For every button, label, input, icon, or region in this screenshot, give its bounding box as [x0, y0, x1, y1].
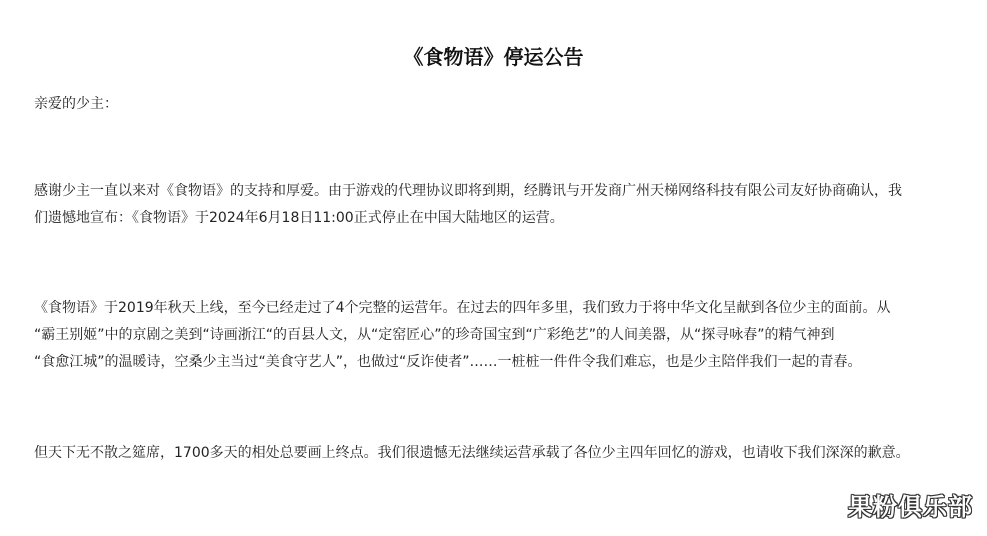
paragraph-line: “食愈江城”的温暖诗，空桑少主当过“美食守艺人”，也做过“反诈使者”……一桩桩一件件令我们难忘，也是少主陪伴我们一起的青春。	[34, 354, 862, 370]
paragraph-3	[34, 440, 954, 467]
paragraph-line: “霸王别姬”中的京剧之美到“诗画浙江“的百县人文，从“定窑匠心”的珍奇国宝到“广彩绝艺”的人间美器，从“探寻咏春”的精气神到	[34, 327, 835, 343]
paragraph-line: 们遗憾地宣布：《食物语》于2024年6月18日11:00正式停止在中国大陆地区的运营。	[34, 210, 564, 226]
page-title: 《食物语》停运公告	[403, 45, 584, 69]
watermark: 果粉俱乐部	[848, 493, 973, 521]
paragraph-line: 但天下无不散之筵席，1700多天的相处总要画上终点。我们很遗憾无法继续运营承载了各位少主四年回忆的游戏，也请收下我们深深的歉意。	[34, 445, 910, 461]
greeting: 亲爱的少主：	[34, 96, 118, 112]
paragraph-line: 《食物语》于2019年秋天上线，至今已经走过了4个完整的运营年。在过去的四年多里，我们致力于将中华文化呈献到各位少主的面前。从	[34, 300, 891, 316]
paragraph-line: 感谢少主一直以来对《食物语》的支持和厚爱。由于游戏的代理协议即将到期，经腾讯与开发商广州天梯网络科技有限公司友好协商确认，我	[34, 183, 902, 199]
paragraph-2	[34, 295, 954, 376]
paragraph-1	[34, 178, 954, 232]
